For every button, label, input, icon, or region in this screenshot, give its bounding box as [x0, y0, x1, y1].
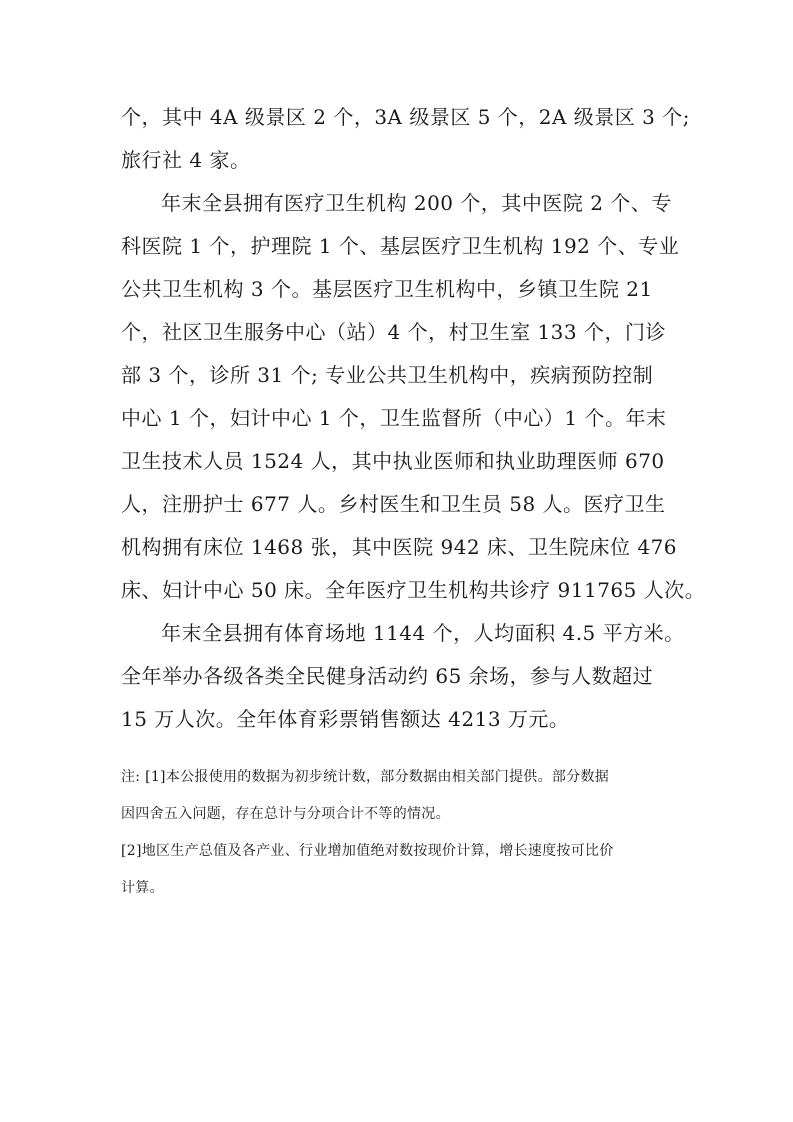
- body-line: 中心 1 个，妇计中心 1 个，卫生监督所（中心）1 个。年末: [121, 406, 667, 430]
- body-line: 部 3 个，诊所 31 个; 专业公共卫生机构中，疾病预防控制: [121, 363, 654, 387]
- body-line: 个，社区卫生服务中心（站）4 个，村卫生室 133 个，门诊: [121, 320, 666, 344]
- body-line: 15 万人次。全年体育彩票销售额达 4213 万元。: [121, 707, 570, 731]
- body-line: 科医院 1 个，护理院 1 个、基层医疗卫生机构 192 个、专业: [121, 234, 680, 258]
- paragraph-sports-start: 年末全县拥有体育场地 1144 个，人均面积 4.5 平方米。: [161, 621, 685, 645]
- body-line: 床、妇计中心 50 床。全年医疗卫生机构共诊疗 911765 人次。: [121, 578, 706, 602]
- paragraph-medical-start: 年末全县拥有医疗卫生机构 200 个，其中医院 2 个、专: [161, 191, 672, 215]
- body-line: 公共卫生机构 3 个。基层医疗卫生机构中，乡镇卫生院 21: [121, 277, 653, 301]
- body-line: 旅行社 4 家。: [121, 148, 251, 172]
- footnote-line: [2]地区生产总值及各产业、行业增加值绝对数按现价计算，增长速度按可比价: [121, 843, 614, 859]
- body-line: 个，其中 4A 级景区 2 个，3A 级景区 5 个，2A 级景区 3 个;: [121, 105, 690, 129]
- body-line: 机构拥有床位 1468 张，其中医院 942 床、卫生院床位 476: [121, 535, 678, 559]
- body-line: 卫生技术人员 1524 人，其中执业医师和执业助理医师 670: [121, 449, 665, 473]
- body-line: 全年举办各级各类全民健身活动约 65 余场，参与人数超过: [121, 664, 654, 688]
- footnote-line: 因四舍五入问题，存在总计与分项合计不等的情况。: [121, 806, 450, 822]
- body-line: 人，注册护士 677 人。乡村医生和卫生员 58 人。医疗卫生: [121, 492, 666, 516]
- footnote-line: 注: [1]本公报使用的数据为初步统计数，部分数据由相关部门提供。部分数据: [121, 769, 610, 785]
- footnote-line: 计算。: [121, 880, 164, 896]
